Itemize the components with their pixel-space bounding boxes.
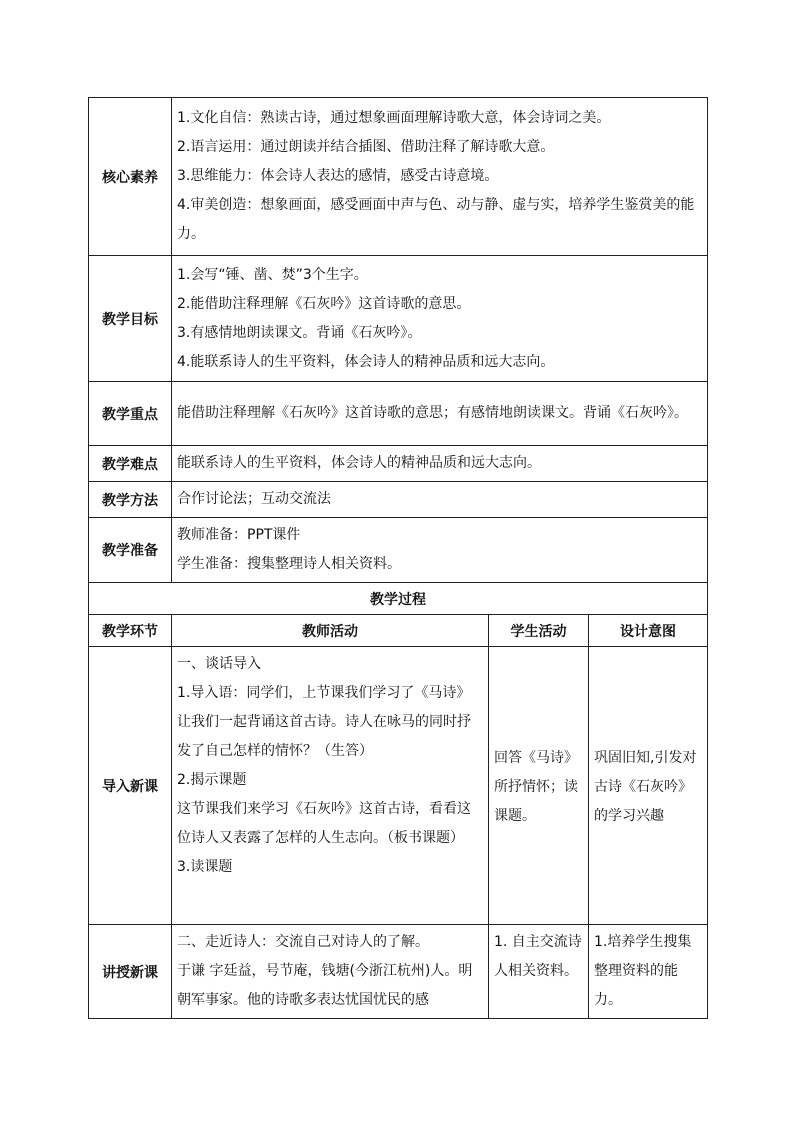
core-literacy-line-4: 4.审美创造：想象画面，感受画面中声与色、动与静、虚与实，培养学生鉴赏美的能力。 [177,197,695,242]
intro-teacher-line-5: 3.读课题 [177,859,233,875]
difficulties-line-1: 能联系诗人的生平资料，体会诗人的精神品质和远大志向。 [177,455,541,471]
header-stage: 教学环节 [89,615,172,647]
core-literacy-line-3: 3.思维能力：体会诗人表达的感情，感受古诗意境。 [177,168,499,184]
label-core-literacy: 核心素养 [89,98,172,256]
label-methods: 教学方法 [89,482,172,518]
intro-design-line-1: 巩固旧知,引发对古诗《石灰吟》的学习兴趣 [594,749,697,824]
row-core-literacy [89,98,708,256]
content-difficulties [172,446,708,482]
content-core-literacy [172,98,708,256]
lesson-plan-page [88,97,707,1019]
content-key-points [172,382,708,446]
key-points-line-1: 能借助注释理解《石灰吟》这首诗歌的意思；有感情地朗读课文。背诵《石灰吟》。 [177,405,688,421]
content-preparation [172,518,708,583]
design-intent-intro [589,647,708,925]
stage-intro: 导入新课 [89,647,172,925]
methods-line-1: 合作讨论法；互动交流法 [177,491,331,507]
intro-teacher-line-3: 2.揭示课题 [177,772,247,788]
label-preparation: 教学准备 [89,518,172,583]
intro-teacher-line-4: 这节课我们来学习《石灰吟》这首古诗，看看这位诗人又表露了怎样的人生志向。（板书课题） [177,801,471,846]
label-teaching-goals: 教学目标 [89,256,172,382]
goals-line-3: 3.有感情地朗读课文。背诵《石灰吟》。 [177,324,422,341]
process-header-row [89,615,708,647]
lesson-plan-table [88,97,708,1019]
new-lesson-design-line-1: 1.培养学生搜集整理资料的能力。 [594,934,692,1008]
student-activity-new-lesson [489,925,589,1019]
process-title-row [89,583,708,615]
content-teaching-goals [172,256,708,382]
header-design-intent: 设计意图 [589,615,708,647]
row-difficulties [89,446,708,482]
intro-teacher-line-1: 一、谈话导入 [177,656,261,672]
student-activity-intro [489,647,589,925]
header-teacher-activity: 教师活动 [172,615,489,647]
label-key-points: 教学重点 [89,382,172,446]
preparation-line-1: 教师准备：PPT课件 [177,527,301,543]
design-intent-new-lesson [589,925,708,1019]
process-row-intro [89,647,708,925]
goals-line-1: 1.会写“锤、凿、焚”3个生字。 [177,266,368,283]
row-methods [89,482,708,518]
core-literacy-line-2: 2.语言运用：通过朗读并结合插图、借助注释了解诗歌大意。 [177,139,555,155]
goals-line-4: 4.能联系诗人的生平资料，体会诗人的精神品质和远大志向。 [177,353,555,370]
core-literacy-line-1: 1.文化自信：熟读古诗，通过想象画面理解诗歌大意，体会诗词之美。 [177,110,611,126]
goals-line-2: 2.能借助注释理解《石灰吟》这首诗歌的意思。 [177,295,471,312]
row-key-points [89,382,708,446]
label-difficulties: 教学难点 [89,446,172,482]
teacher-activity-intro [172,647,489,925]
row-preparation [89,518,708,583]
new-lesson-teacher-line-1: 二、走近诗人：交流自己对诗人的了解。 [177,934,429,950]
stage-new-lesson: 讲授新课 [89,925,172,1019]
preparation-line-2: 学生准备：搜集整理诗人相关资料。 [177,556,401,572]
new-lesson-teacher-line-2: 于谦 字廷益，号节庵，钱塘(今浙江杭州)人。明朝军事家。他的诗歌多表达忧国忧民的感 [177,963,473,1008]
new-lesson-student-line-1: 1. 自主交流诗人相关资料。 [494,934,582,979]
process-title: 教学过程 [89,583,708,615]
teacher-activity-new-lesson [172,925,489,1019]
row-teaching-goals [89,256,708,382]
header-student-activity: 学生活动 [489,615,589,647]
intro-teacher-line-2: 1.导入语：同学们，上节课我们学习了《马诗》让我们一起背诵这首古诗。诗人在咏马的同时抒发了自己怎样的情怀？（生答） [177,685,471,759]
intro-student-line-1: 回答《马诗》所抒情怀；读课题。 [494,749,578,824]
content-methods [172,482,708,518]
process-row-new-lesson [89,925,708,1019]
